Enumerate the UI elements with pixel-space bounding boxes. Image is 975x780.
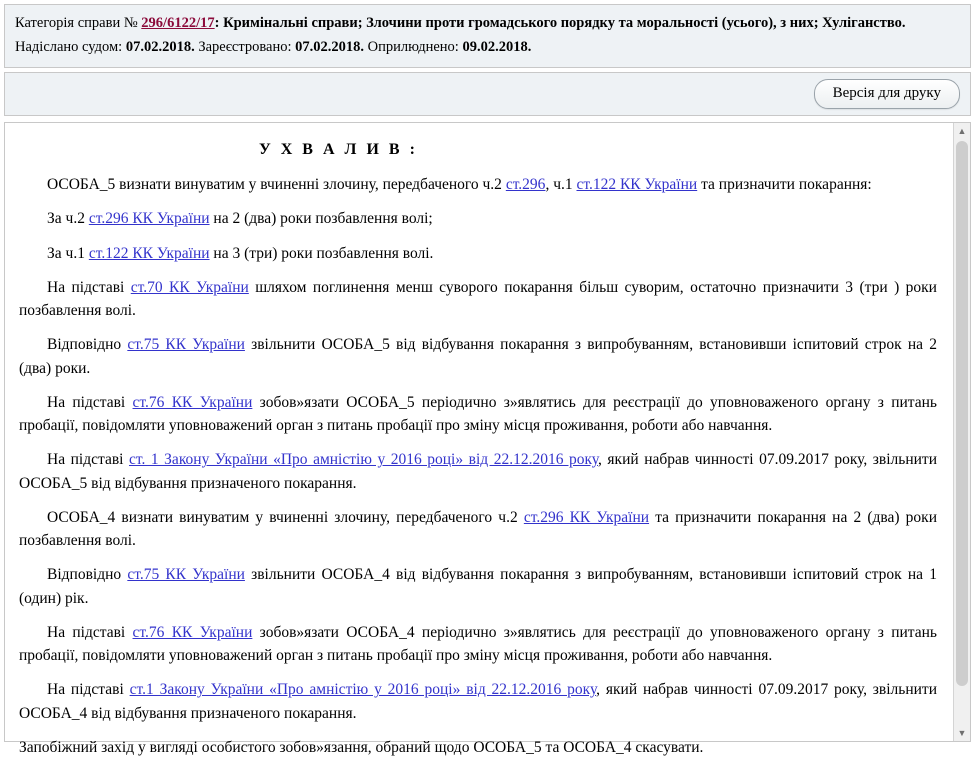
scroll-down-glyph: ▼ (957, 727, 967, 738)
law-link[interactable]: ст. 1 Закону України «Про амністію у 2016 році» від 22.12.2016 року (128, 451, 599, 469)
case-dates-line (15, 37, 960, 58)
page-root (0, 4, 975, 756)
document-paragraph: Запобіжний захід у вигляді особистого зобов»язання, обраний щодо ОСОБА_5 та ОСОБА_4 скасувати. (19, 738, 704, 756)
law-link[interactable]: ст.296 (505, 176, 546, 194)
registered-label: Зареєстровано: (198, 39, 292, 56)
sent-date: 07.02.2018. (125, 39, 195, 56)
document-heading: У Х В А Л И В : (259, 141, 418, 159)
document-scrollbar[interactable] (953, 123, 970, 741)
document-paragraph: Відповідно ст.75 КК України звільнити ОСОБА_5 від відбування покарання з випробуванням, встановивши іспитовий строк на 2 (два) роки. (19, 336, 937, 377)
law-link[interactable]: ст.75 КК України (127, 336, 245, 354)
document-paragraph: На підставі ст. 1 Закону України «Про амністію у 2016 році» від 22.12.2016 року, який набрав чинності 07.09.2017 року, звільнити ОСОБА_5 від відбування призначеного покарання. (19, 451, 937, 492)
law-link[interactable]: ст.122 КК України (576, 176, 698, 194)
document-paragraph: На підставі ст.70 КК України шляхом поглинення менш суворого покарання більш суворим, остаточно призначити 3 (три ) роки позбавлення волі. (19, 278, 937, 320)
law-link[interactable]: ст.122 КК України (88, 244, 210, 262)
published-date: 09.02.2018. (462, 39, 532, 56)
document-content (5, 123, 957, 780)
document-paragraph: За ч.2 ст.296 КК України на 2 (два) роки позбавлення волі; (47, 210, 433, 228)
law-link[interactable]: ст.296 КК України (88, 210, 210, 228)
document-paragraph: Відповідно ст.75 КК України звільнити ОСОБА_4 від відбування покарання з випробуванням, встановивши іспитовий строк на 1 (один) рік. (19, 566, 937, 607)
case-number-link[interactable]: 296/6122/17 (141, 15, 215, 31)
case-category-line (15, 13, 960, 34)
scroll-up-glyph: ▲ (957, 125, 967, 136)
scroll-down-arrow-icon[interactable] (954, 725, 970, 741)
law-link[interactable]: ст.76 КК України (132, 393, 253, 411)
document-paragraph: На підставі ст.76 КК України зобов»язати ОСОБА_4 періодично з»являтись для реєстрації до уповноваженого органу з питань пробації, повідомляти уповноважений орган з питань пробації про зміну місця проживання, роботи або навчання. (19, 623, 937, 665)
scroll-up-arrow-icon[interactable] (954, 123, 970, 139)
law-link[interactable]: ст.76 КК України (132, 623, 253, 641)
published-label: Оприлюднено: (367, 39, 459, 56)
law-link[interactable]: ст.75 КК України (127, 566, 245, 584)
document-paragraph: ОСОБА_5 визнати винуватим у вчиненні злочину, передбаченого ч.2 ст.296, ч.1 ст.122 КК України та призначити покарання: (47, 176, 872, 194)
case-header (4, 4, 971, 68)
registered-date: 07.02.2018. (295, 39, 365, 56)
document-pane (4, 122, 971, 756)
law-link[interactable]: ст.296 КК України (523, 508, 650, 526)
scrollbar-thumb[interactable] (956, 141, 968, 686)
law-link[interactable]: ст.1 Закону України «Про амністію у 2016 році» від 22.12.2016 року (129, 681, 597, 699)
document-paragraph: ОСОБА_4 визнати винуватим у вчиненні злочину, передбаченого ч.2 ст.296 КК України та призначити покарання на 2 (два) роки позбавлення волі. (19, 508, 937, 550)
print-version-button[interactable]: Версія для друку (814, 79, 960, 109)
law-link[interactable]: ст.70 КК України (130, 278, 249, 296)
case-category-text: : Кримінальні справи; Злочини проти громадського порядку та моральності (усього), з них; Хуліганство. (214, 15, 906, 31)
case-category-label: Категорія справи № (15, 15, 138, 31)
document-paragraph: На підставі ст.1 Закону України «Про амністію у 2016 році» від 22.12.2016 року, який набрав чинності 07.09.2017 року, звільнити ОСОБА_4 від відбування призначеного покарання. (19, 681, 937, 722)
document-paragraph: За ч.1 ст.122 КК України на 3 (три) роки позбавлення волі. (47, 244, 434, 262)
document-paragraph: На підставі ст.76 КК України зобов»язати ОСОБА_5 періодично з»являтись для реєстрації до уповноваженого органу з питань пробації, повідомляти уповноважений орган з питань пробації про зміну місця проживання, роботи або навчання. (19, 393, 937, 435)
sent-label: Надіслано судом: (15, 39, 123, 56)
document-toolbar (4, 72, 971, 116)
